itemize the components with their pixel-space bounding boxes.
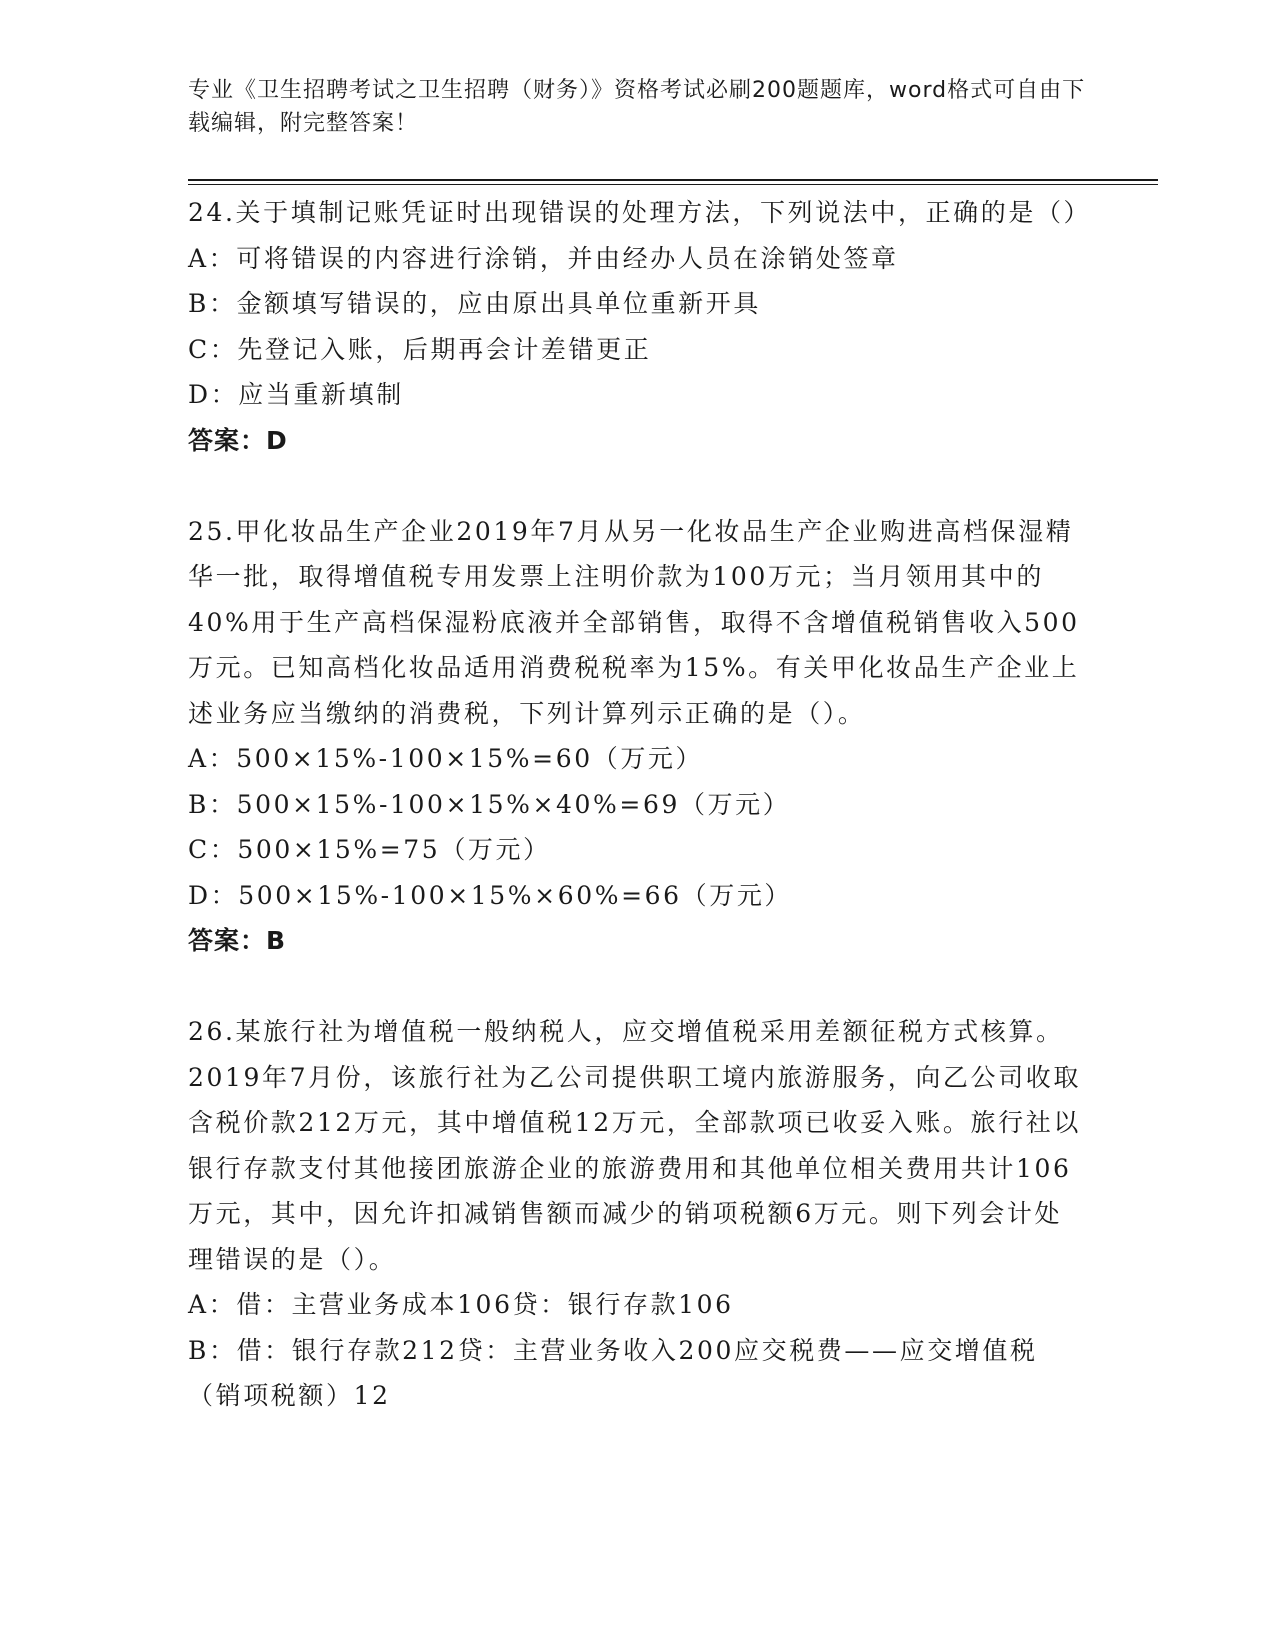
option-a: A：可将错误的内容进行涂销，并由经办人员在涂销处签章: [188, 243, 899, 273]
header-divider-thick: [188, 179, 1158, 181]
question-25: [188, 509, 1083, 964]
document-header: 专业《卫生招聘考试之卫生招聘（财务）》资格考试必刷200题题库，word格式可自由下载编辑，附完整答案！: [188, 78, 1086, 136]
option-c: C：500×15%=75（万元）: [188, 835, 551, 864]
option-d: D：500×15%-100×15%×60%=66（万元）: [188, 880, 793, 910]
question-26: [188, 1009, 1083, 1419]
question-stem: 25.甲化妆品生产企业2019年7月从另一化妆品生产企业购进高档保湿精华一批，取得增值税专用发票上注明价款为100万元；当月领用其中的40%用于生产高档保湿粉底液并全部销售，取得不含增值税销售收入500万元。已知高档化妆品适用消费税税率为15%。有关甲化妆品生产企业上述业务应当缴纳的消费税，下列计算列示正确的是（）。: [188, 516, 1080, 728]
answer: 答案：B: [188, 926, 287, 955]
question-gap: [188, 964, 1083, 1010]
option-b: B：金额填写错误的，应由原出具单位重新开具: [188, 289, 761, 318]
question-stem: 24.关于填制记账凭证时出现错误的处理方法，下列说法中，正确的是（）: [188, 198, 1092, 227]
answer: 答案：D: [188, 425, 288, 455]
option-a: A：500×15%-100×15%=60（万元）: [188, 744, 704, 773]
option-b: B：500×15%-100×15%×40%=69（万元）: [188, 789, 791, 819]
option-a: A：借：主营业务成本106贷：银行存款106: [188, 1290, 734, 1319]
option-d: D：应当重新填制: [188, 380, 404, 409]
question-list: [188, 190, 1092, 1419]
question-stem: 26.某旅行社为增值税一般纳税人，应交增值税采用差额征税方式核算。2019年7月份，该旅行社为乙公司提供职工境内旅游服务，向乙公司收取含税价款212万元，其中增值税12万元，全部款项已收妥入账。旅行社以银行存款支付其他接团旅游企业的旅游费用和其他单位相关费用共计106万元，其中，因允许扣减销售额而减少的销项税额6万元。则下列会计处理错误的是（）。: [188, 1017, 1081, 1274]
question-24: [188, 190, 1092, 463]
header-divider-thin: [188, 184, 1158, 185]
option-c: C：先登记入账，后期再会计差错更正: [188, 334, 652, 364]
question-gap: [188, 463, 1083, 509]
option-b: B：借：银行存款212贷：主营业务收入200应交税费——应交增值税（销项税额）12: [188, 1335, 1038, 1410]
